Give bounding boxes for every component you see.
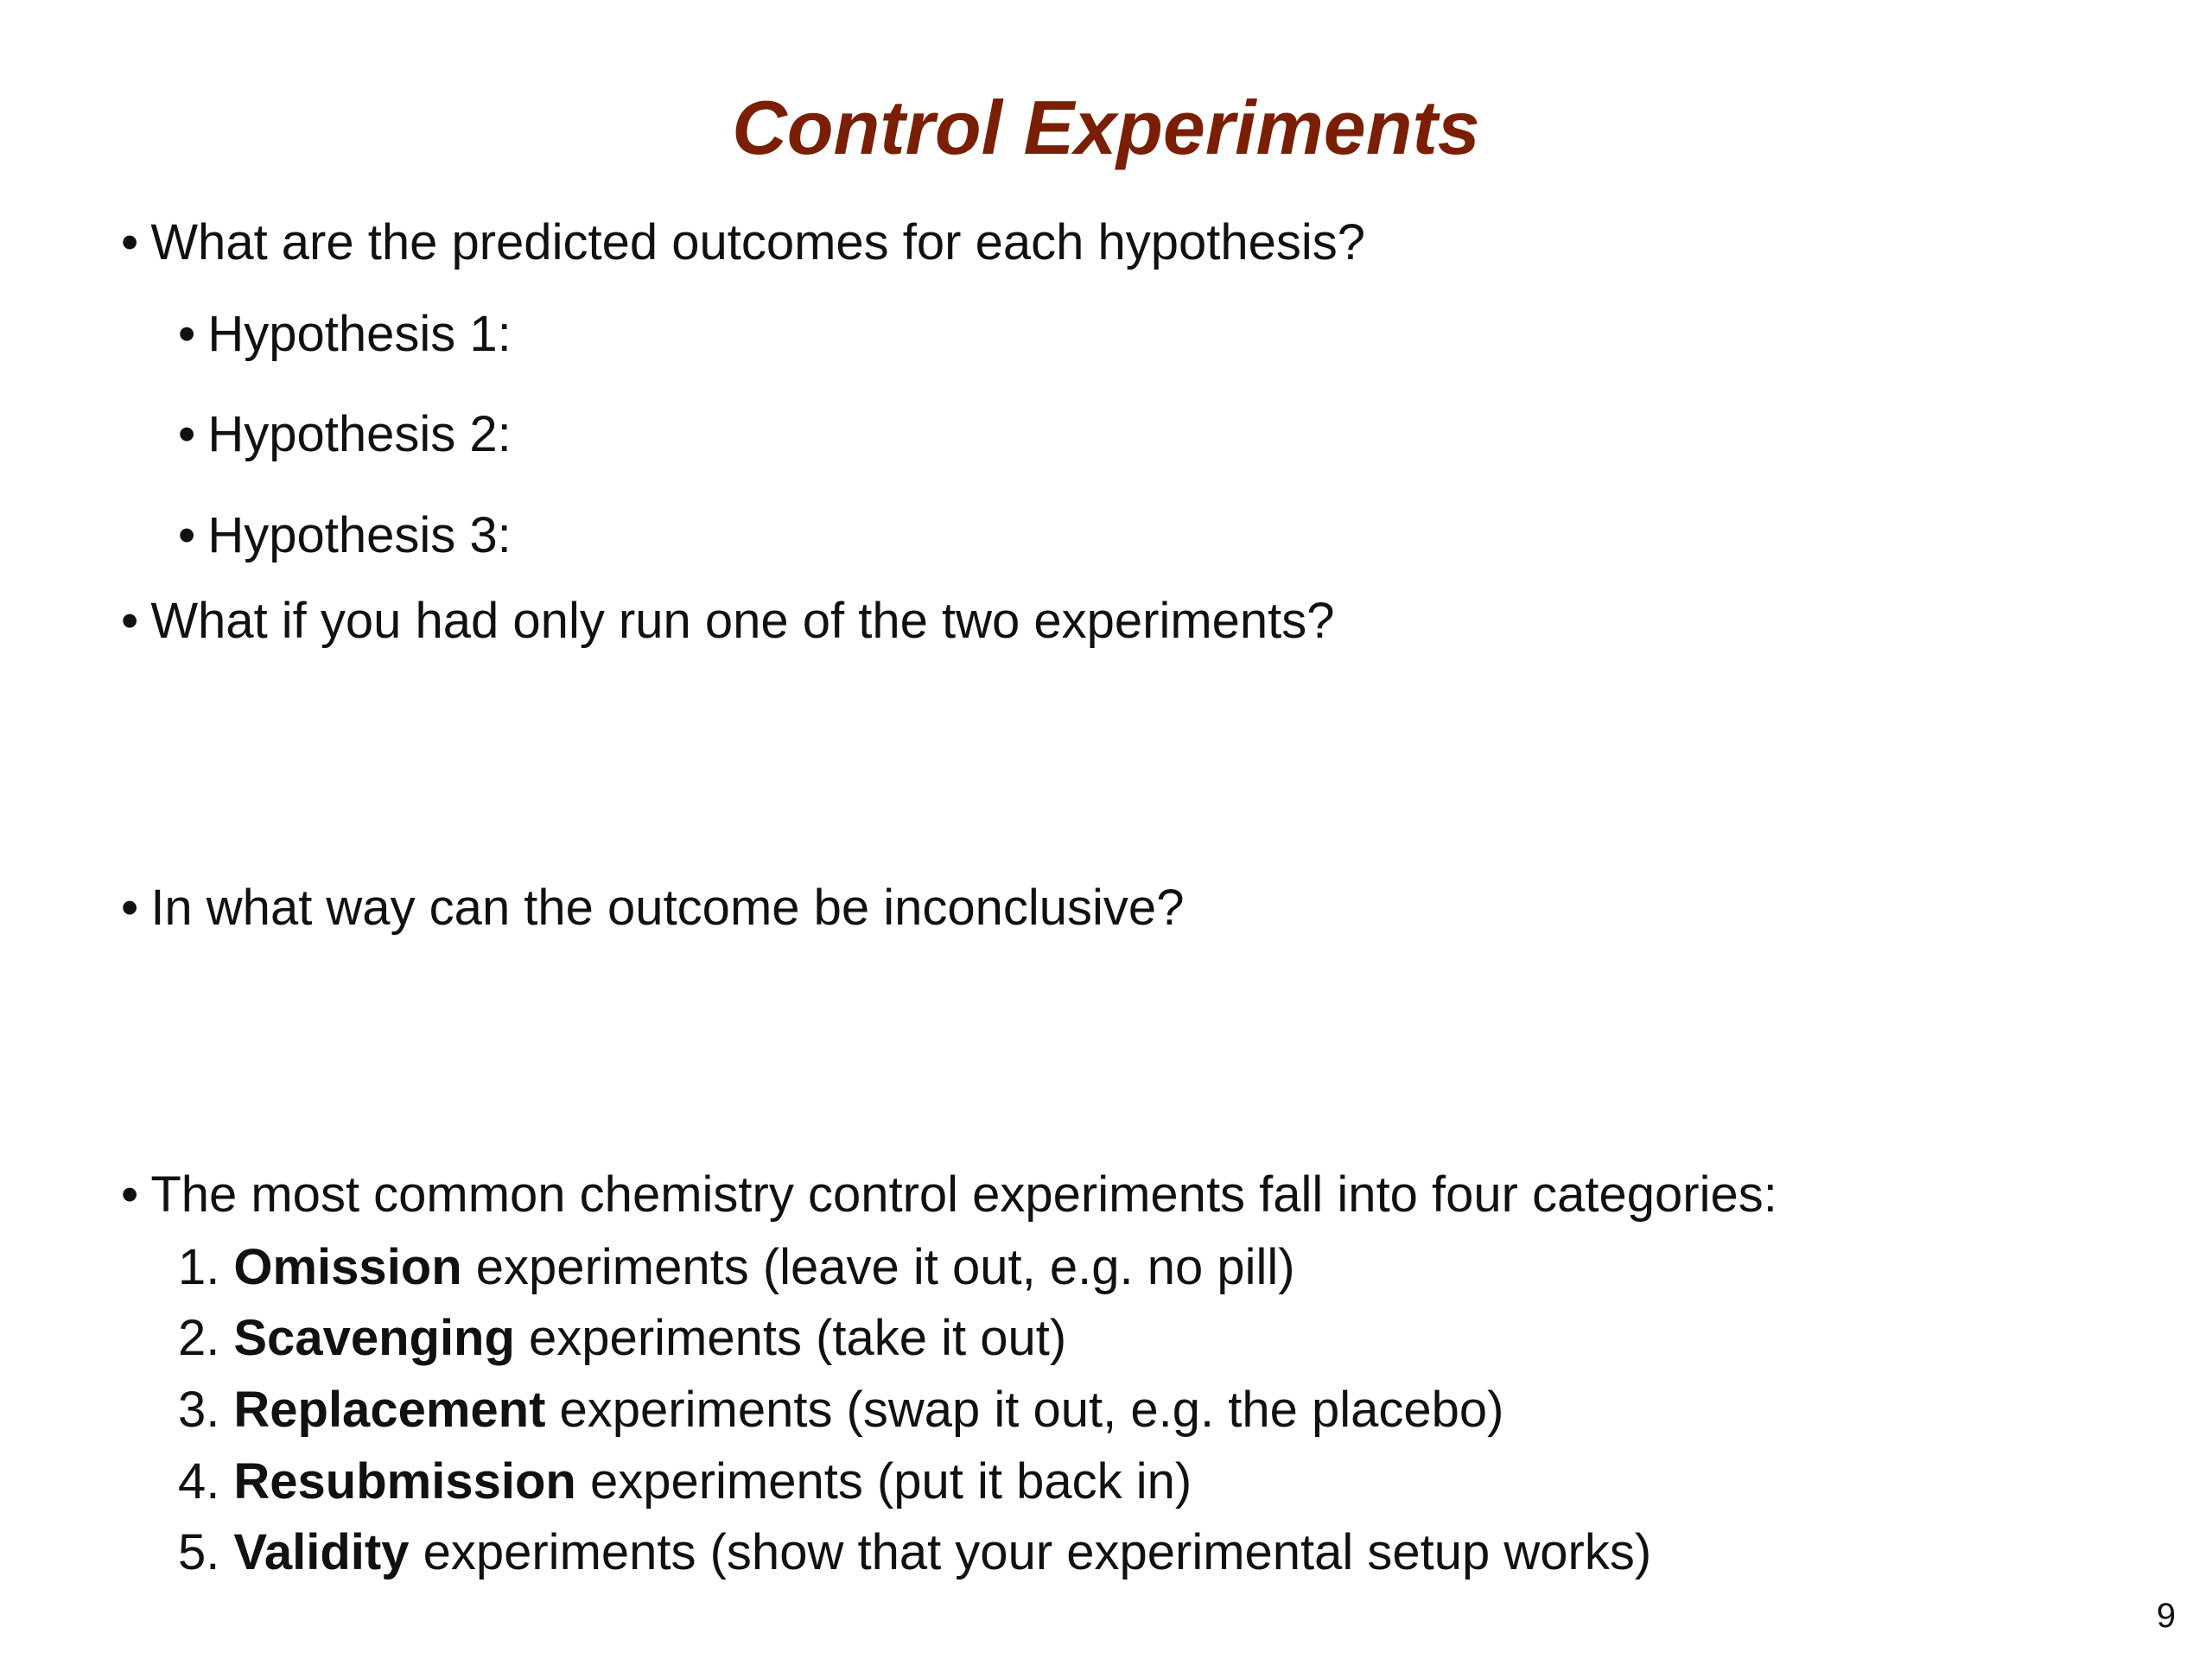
bullet-inconclusive xyxy=(121,880,1185,936)
category-number: 5. xyxy=(178,1524,220,1580)
bullet-text: In what way can the outcome be inconclusive? xyxy=(150,880,1185,936)
category-term: Validity xyxy=(233,1524,410,1580)
bullet-text: What if you had only run one of the two experiments? xyxy=(150,593,1335,649)
bullet-text: Hypothesis 3: xyxy=(207,507,512,563)
bullet-predicted-outcomes xyxy=(121,214,1365,270)
category-description: experiments (show that your experimental setup works) xyxy=(423,1524,1652,1580)
bullet-text: Hypothesis 1: xyxy=(207,306,512,362)
bullet-marker: • xyxy=(178,406,196,462)
category-number: 4. xyxy=(178,1453,220,1510)
category-number: 1. xyxy=(178,1239,220,1295)
category-item-replacement xyxy=(178,1382,1504,1438)
bullet-marker: • xyxy=(121,593,139,649)
slide-title: Control Experiments xyxy=(732,85,1480,170)
bullet-marker: • xyxy=(121,880,139,936)
category-description: experiments (take it out) xyxy=(529,1310,1067,1366)
category-term: Replacement xyxy=(233,1382,546,1438)
sub-bullet-hypothesis-2 xyxy=(178,406,512,462)
category-description: experiments (leave it out, e.g. no pill) xyxy=(475,1239,1295,1295)
page-number: 9 xyxy=(2156,1597,2176,1635)
category-term: Scavenging xyxy=(233,1310,515,1366)
bullet-text: The most common chemistry control experiments fall into four categories: xyxy=(150,1166,1777,1223)
bullet-text: Hypothesis 2: xyxy=(207,406,512,462)
bullet-marker: • xyxy=(178,306,196,362)
category-number: 2. xyxy=(178,1310,220,1366)
sub-bullet-hypothesis-3 xyxy=(178,507,512,563)
category-item-validity xyxy=(178,1524,1652,1580)
bullet-marker: • xyxy=(121,1166,139,1223)
sub-bullet-hypothesis-1 xyxy=(178,306,512,362)
category-number: 3. xyxy=(178,1382,220,1438)
category-item-omission xyxy=(178,1239,1295,1295)
bullet-one-experiment xyxy=(121,593,1335,649)
bullet-text: What are the predicted outcomes for each hypothesis? xyxy=(150,214,1365,270)
bullet-marker: • xyxy=(178,507,196,563)
category-term: Resubmission xyxy=(233,1453,576,1510)
category-item-resubmission xyxy=(178,1453,1192,1510)
category-term: Omission xyxy=(233,1239,462,1295)
bullet-categories-intro xyxy=(121,1166,1777,1223)
bullet-marker: • xyxy=(121,214,139,270)
category-description: experiments (swap it out, e.g. the placebo) xyxy=(559,1382,1504,1438)
category-item-scavenging xyxy=(178,1310,1067,1366)
category-description: experiments (put it back in) xyxy=(589,1453,1192,1510)
